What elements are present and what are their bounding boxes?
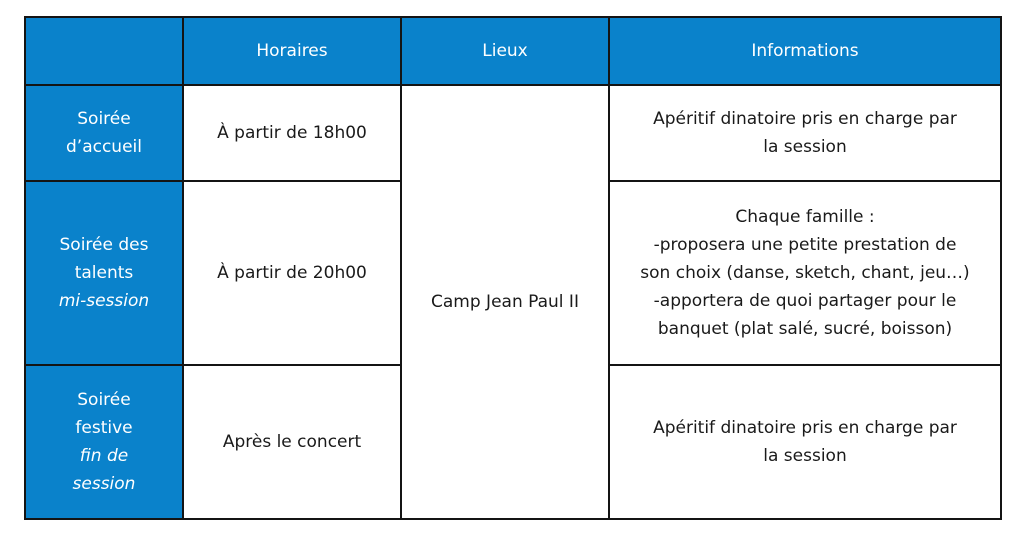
info-line: son choix (danse, sketch, chant, jeu…): [640, 263, 970, 283]
info-line: banquet (plat salé, sucré, boisson): [657, 319, 953, 339]
info-line: la session: [763, 446, 847, 466]
row-label-italic-line: session: [72, 474, 136, 494]
info-line: Apéritif dinatoire pris en charge par: [653, 418, 957, 438]
table-header-row: [25, 17, 1001, 85]
header-corner-cell: [25, 17, 183, 85]
lieu-cell: Camp Jean Paul II: [401, 85, 609, 519]
schedule-table: [24, 16, 1002, 520]
horaire-soiree-festive: Après le concert: [183, 365, 401, 519]
horaire-soiree-accueil: À partir de 18h00: [183, 85, 401, 181]
row-label-line: d’accueil: [66, 137, 142, 157]
row-label-line: Soirée des: [59, 235, 149, 255]
horaire-soiree-talents: À partir de 20h00: [183, 181, 401, 365]
info-line: Chaque famille :: [735, 207, 875, 227]
info-soiree-talents: [609, 181, 1001, 365]
info-line: Apéritif dinatoire pris en charge par: [653, 109, 957, 129]
info-soiree-festive: [609, 365, 1001, 519]
header-horaires: Horaires: [183, 17, 401, 85]
row-label-line: festive: [75, 418, 133, 438]
header-lieux: Lieux: [401, 17, 609, 85]
row-label-line: Soirée: [77, 390, 131, 410]
row-label-soiree-accueil: [25, 85, 183, 181]
row-label-line: Soirée: [77, 109, 131, 129]
info-line: -proposera une petite prestation de: [653, 235, 957, 255]
table-row-soiree-accueil: [25, 85, 1001, 181]
info-line: la session: [763, 137, 847, 157]
row-label-line: talents: [74, 263, 134, 283]
row-label-soiree-talents: [25, 181, 183, 365]
schedule-table-container: [24, 16, 1002, 520]
row-label-soiree-festive: [25, 365, 183, 519]
row-label-italic-line: mi-session: [58, 291, 150, 311]
header-informations: Informations: [609, 17, 1001, 85]
info-line: -apportera de quoi partager pour le: [653, 291, 957, 311]
info-soiree-accueil: [609, 85, 1001, 181]
row-label-italic-line: fin de: [79, 446, 129, 466]
